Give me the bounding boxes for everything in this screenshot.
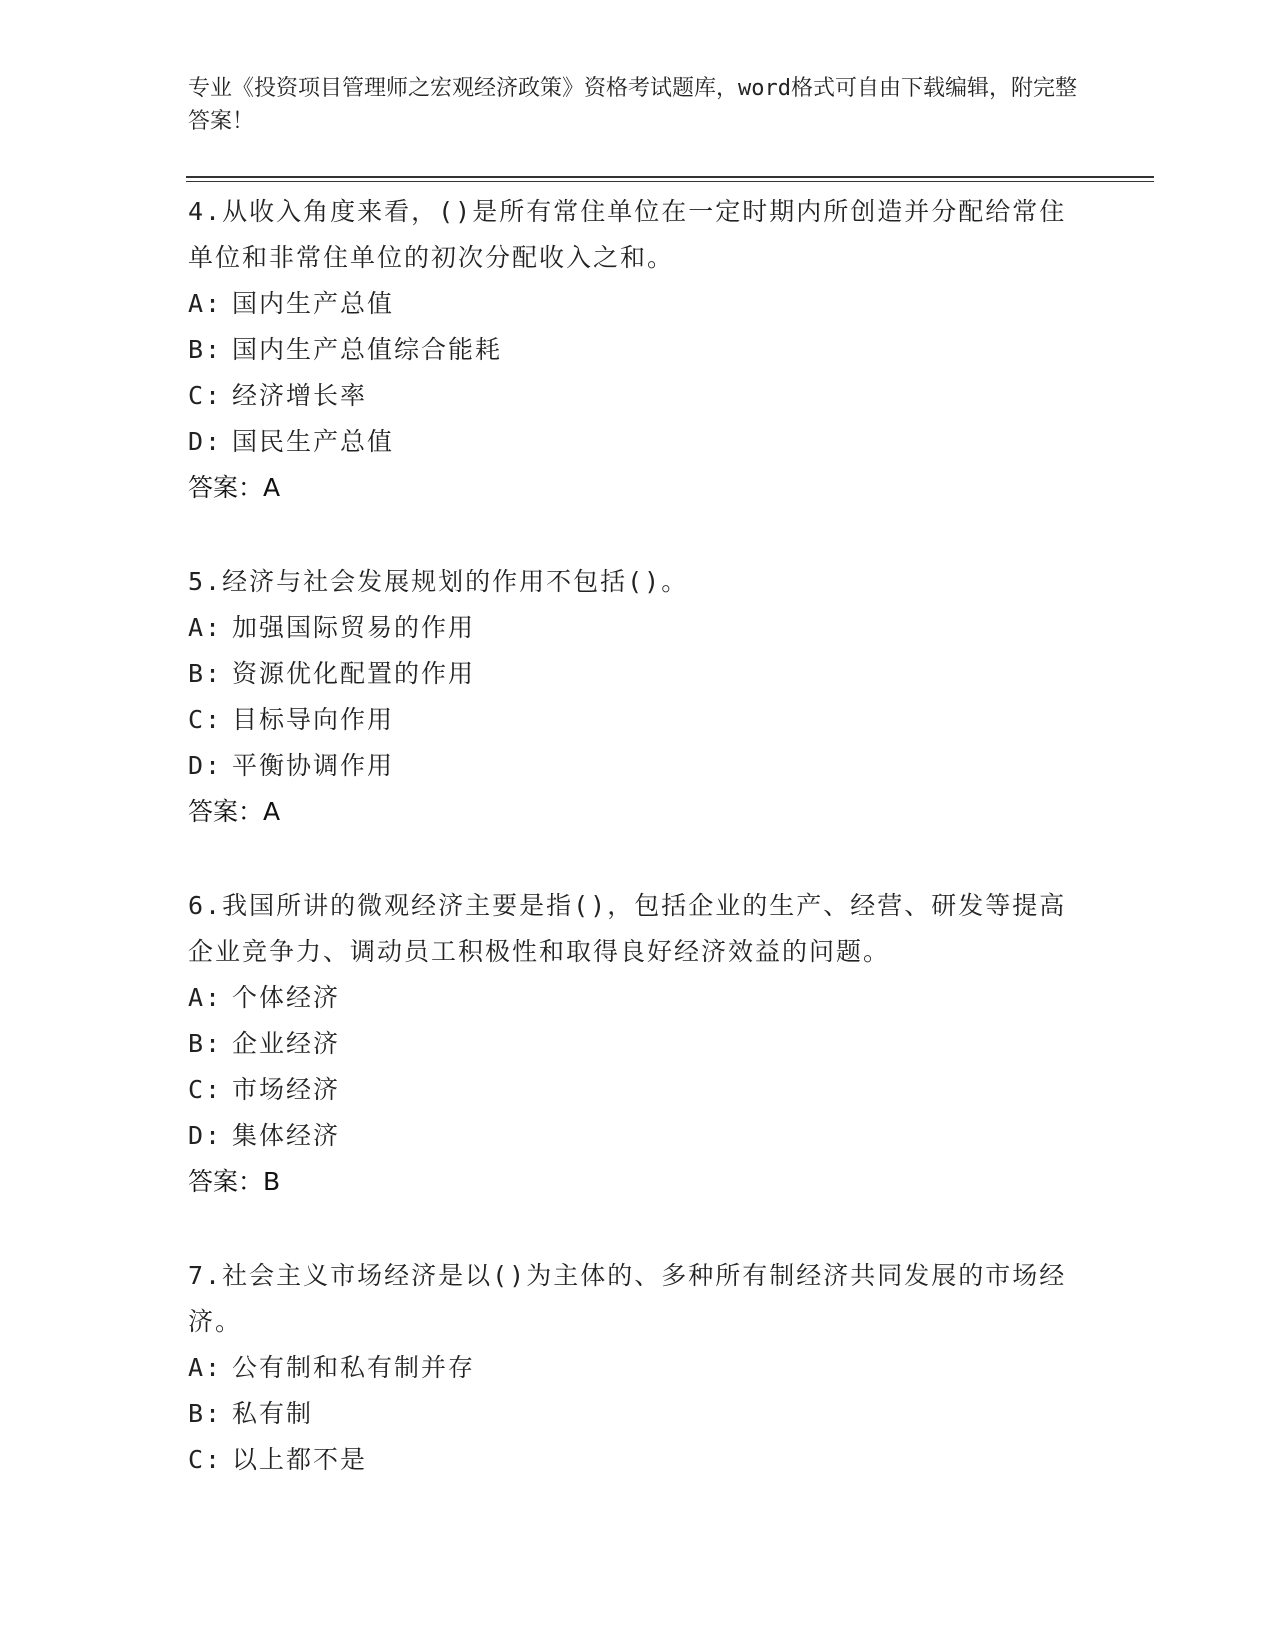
- option-text: 企业经济: [232, 1029, 341, 1058]
- option-letter: B:: [188, 659, 223, 688]
- option-a: [188, 281, 1088, 327]
- option-text: 资源优化配置的作用: [232, 659, 476, 688]
- option-letter: A:: [188, 613, 223, 642]
- option-a: [188, 975, 1088, 1021]
- question-list: [188, 189, 1088, 1531]
- option-a: [188, 1345, 1088, 1391]
- answer-line: 答案：A: [188, 473, 281, 502]
- option-text: 市场经济: [232, 1075, 341, 1104]
- option-letter: A:: [188, 289, 223, 318]
- option-c: [188, 1067, 1088, 1113]
- document-intro: 专业《投资项目管理师之宏观经济政策》资格考试题库，word格式可自由下载编辑，附完整答案！: [188, 76, 1077, 134]
- question-5: [188, 559, 1088, 835]
- option-text: 集体经济: [232, 1121, 341, 1150]
- option-letter: D:: [188, 1121, 223, 1150]
- option-text: 经济增长率: [232, 381, 368, 410]
- question-stem: 5.经济与社会发展规划的作用不包括()。: [188, 567, 689, 596]
- option-b: [188, 327, 1088, 373]
- option-letter: B:: [188, 1029, 223, 1058]
- option-letter: C:: [188, 381, 223, 410]
- question-stem: 4.从收入角度来看，()是所有常住单位在一定时期内所创造并分配给常住单位和非常住单位的初次分配收入之和。: [188, 197, 1067, 272]
- option-letter: C:: [188, 705, 223, 734]
- option-text: 平衡协调作用: [232, 751, 395, 780]
- option-c: [188, 1437, 1088, 1483]
- header-divider-thin: [186, 181, 1154, 182]
- question-stem: 7.社会主义市场经济是以()为主体的、多种所有制经济共同发展的市场经济。: [188, 1261, 1067, 1336]
- question-stem: 6.我国所讲的微观经济主要是指()，包括企业的生产、经营、研发等提高企业竞争力、调动员工积极性和取得良好经济效益的问题。: [188, 891, 1067, 966]
- option-d: [188, 419, 1088, 465]
- option-b: [188, 1391, 1088, 1437]
- option-d: [188, 1113, 1088, 1159]
- option-b: [188, 651, 1088, 697]
- option-text: 以上都不是: [232, 1445, 368, 1474]
- answer-line: 答案：A: [188, 797, 281, 826]
- option-letter: C:: [188, 1445, 223, 1474]
- option-letter: A:: [188, 1353, 223, 1382]
- option-d: [188, 743, 1088, 789]
- option-b: [188, 1021, 1088, 1067]
- option-letter: C:: [188, 1075, 223, 1104]
- question-7: [188, 1253, 1088, 1483]
- option-text: 国民生产总值: [232, 427, 395, 456]
- option-letter: D:: [188, 751, 223, 780]
- question-4: [188, 189, 1088, 511]
- option-text: 目标导向作用: [232, 705, 395, 734]
- header-divider: [186, 176, 1154, 178]
- option-text: 公有制和私有制并存: [232, 1353, 476, 1382]
- option-text: 国内生产总值综合能耗: [232, 335, 503, 364]
- answer-line: 答案：B: [188, 1167, 281, 1196]
- option-c: [188, 697, 1088, 743]
- option-text: 国内生产总值: [232, 289, 395, 318]
- option-text: 个体经济: [232, 983, 341, 1012]
- option-a: [188, 605, 1088, 651]
- option-text: 私有制: [232, 1399, 314, 1428]
- option-letter: D:: [188, 427, 223, 456]
- option-c: [188, 373, 1088, 419]
- option-text: 加强国际贸易的作用: [232, 613, 476, 642]
- option-letter: B:: [188, 335, 223, 364]
- option-letter: B:: [188, 1399, 223, 1428]
- option-letter: A:: [188, 983, 223, 1012]
- question-6: [188, 883, 1088, 1205]
